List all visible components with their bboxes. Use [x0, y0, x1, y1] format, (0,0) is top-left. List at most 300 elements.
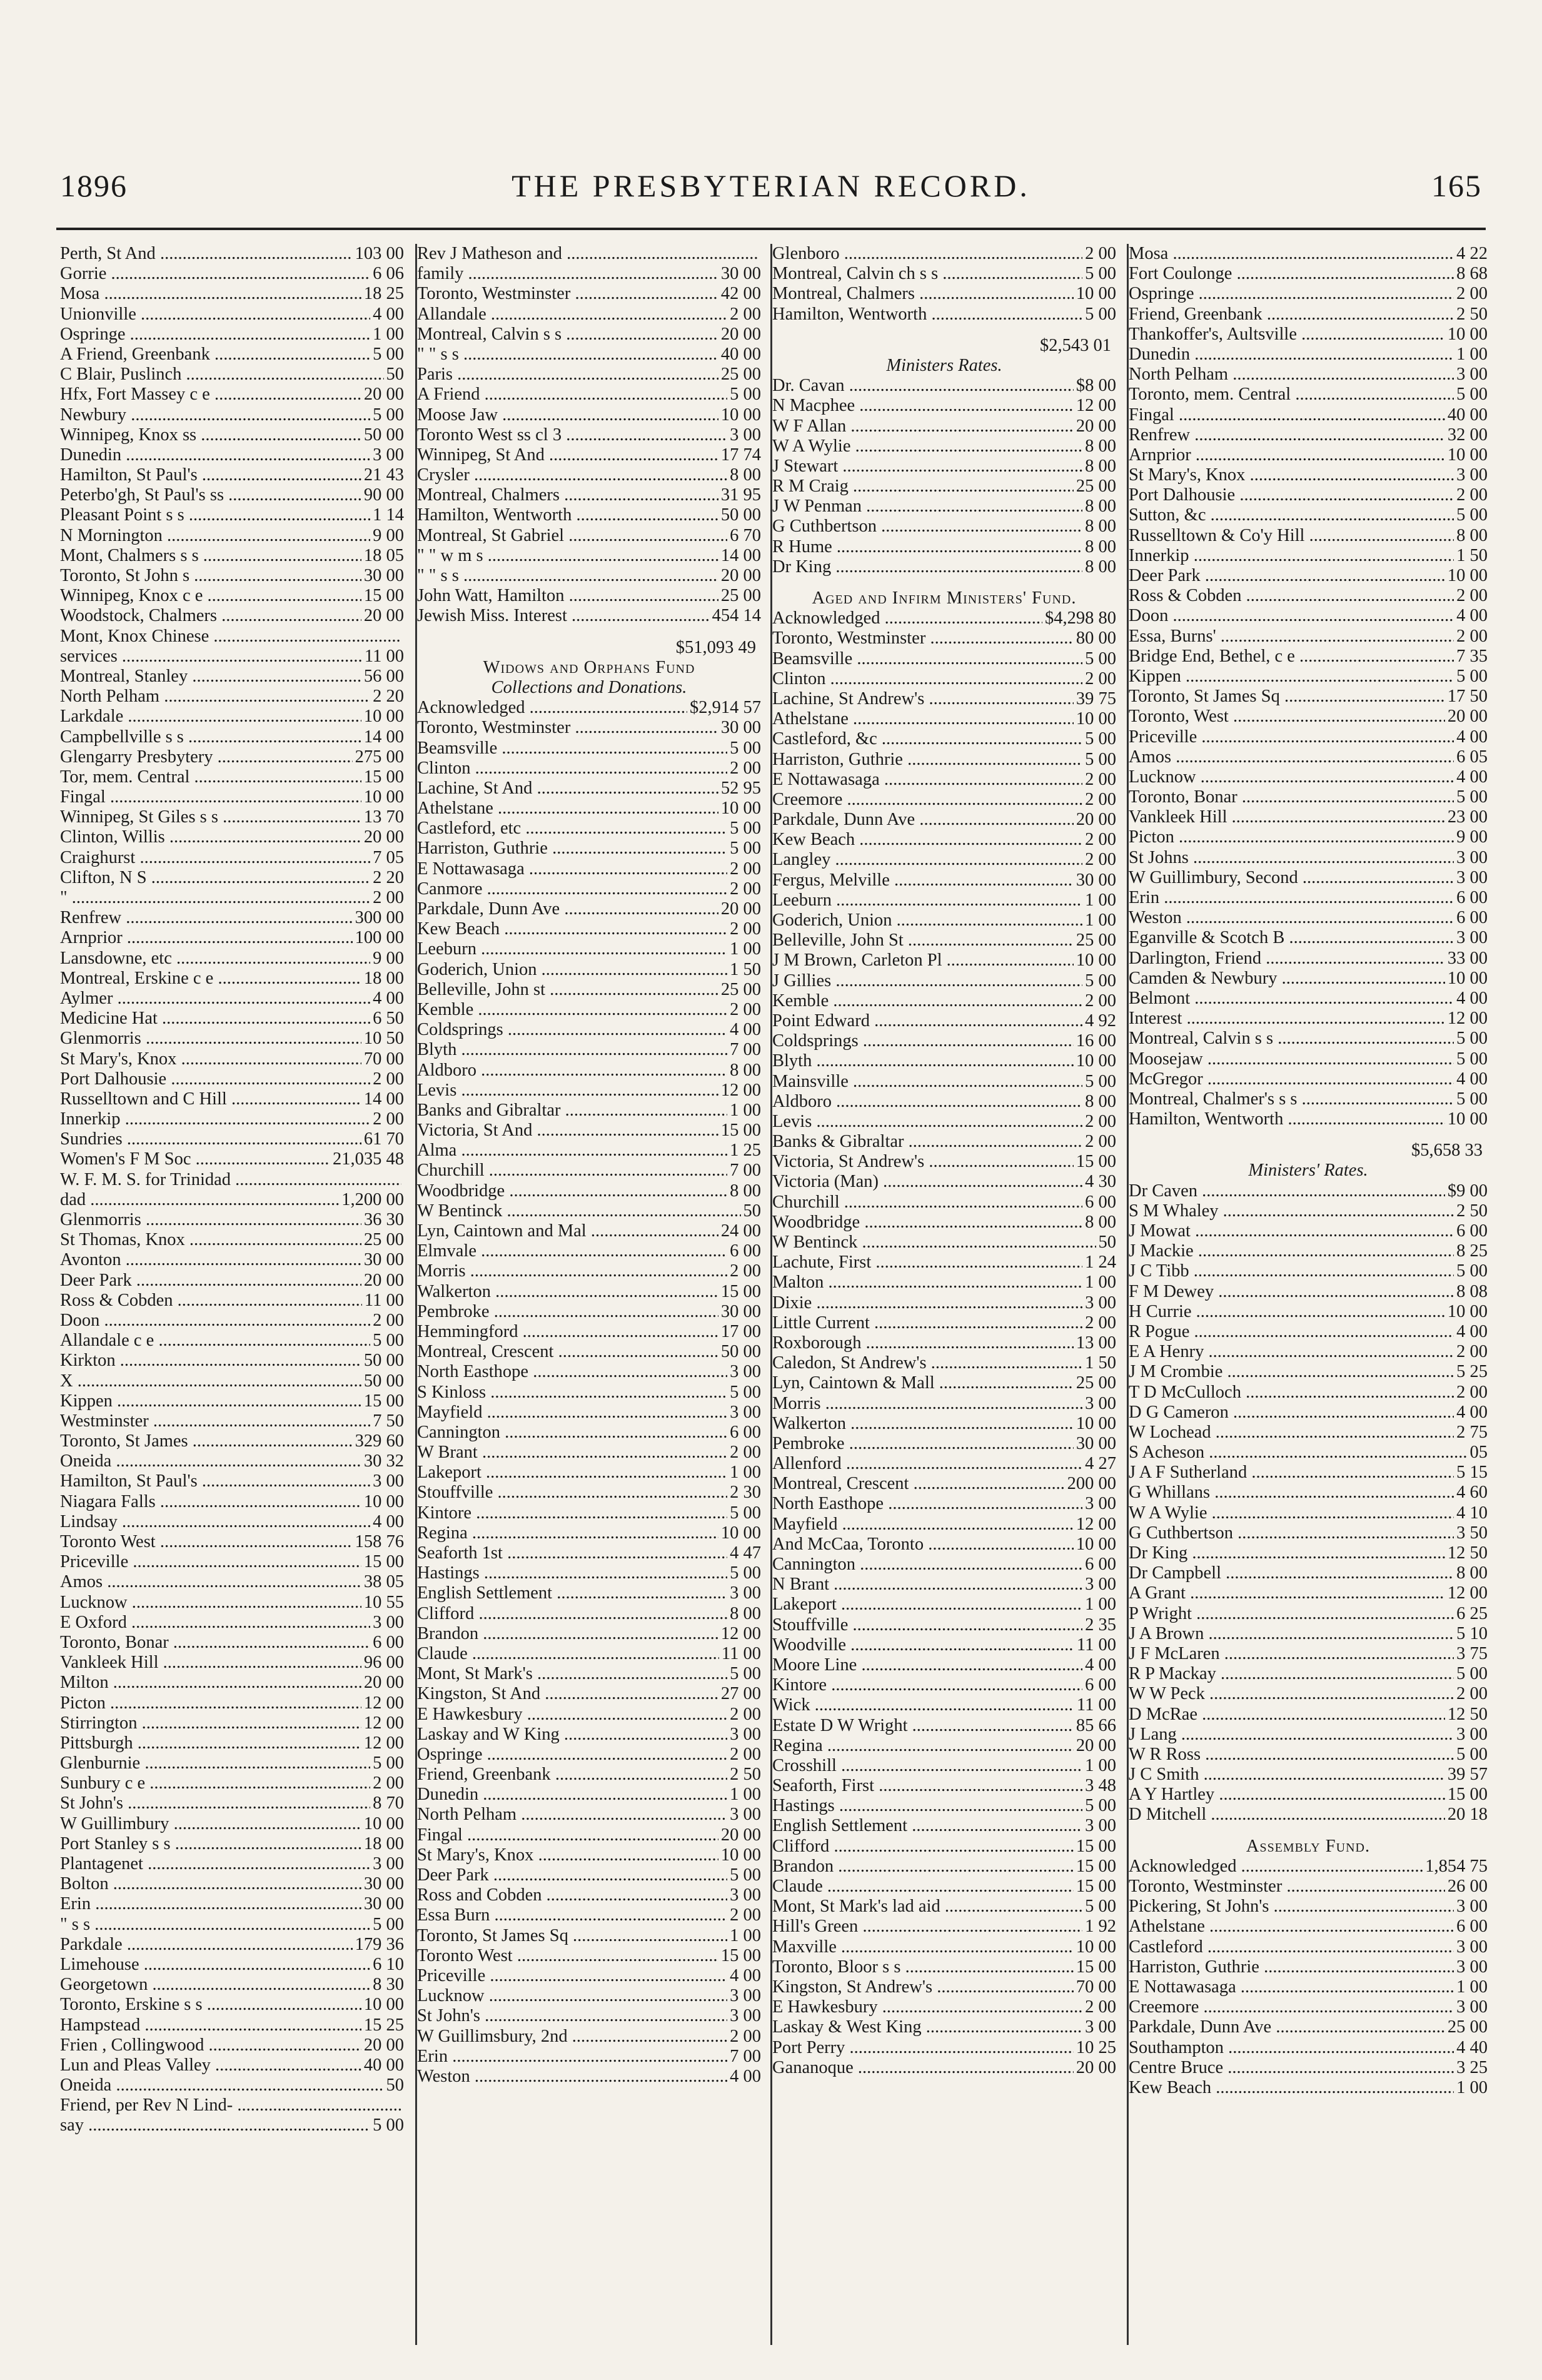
list-item — [772, 1152, 1116, 1172]
list-item — [60, 1613, 404, 1633]
entry-amount: 8 00 — [1085, 497, 1116, 517]
entry-name: Athelstane ..... — [1129, 1917, 1454, 1937]
entry-amount: 50 00 — [363, 425, 404, 445]
entry-name: Winnipeg, Knox c e ..... — [60, 586, 361, 606]
list-item — [772, 1293, 1116, 1313]
list-item — [1129, 647, 1488, 667]
entry-name: Essa, Burns' ..... — [1129, 627, 1454, 647]
list-item — [772, 2038, 1116, 2058]
entry-name: Laskay & West King ..... — [772, 2017, 1082, 2037]
entry-amount: 2 00 — [373, 1109, 404, 1129]
list-item — [1129, 2017, 1488, 2037]
entry-name: Port Dalhousie ..... — [1129, 485, 1454, 505]
entry-name: Essa Burn ..... — [417, 1905, 727, 1925]
entry-name: Vankleek Hill ..... — [60, 1653, 361, 1673]
entry-name: Tor, mem. Central ..... — [60, 767, 361, 787]
list-item — [1129, 1089, 1488, 1109]
list-item — [772, 1675, 1116, 1695]
entry-amount: 5 00 — [1085, 1897, 1116, 1917]
entry-amount: 5 00 — [1085, 729, 1116, 749]
entry-amount: 5 00 — [1456, 1261, 1488, 1281]
entry-amount: 25 00 — [1076, 930, 1116, 950]
list-item — [60, 566, 404, 586]
list-item — [60, 1915, 404, 1935]
entry-name: Frien , Collingwood ..... — [60, 2035, 361, 2055]
list-item — [60, 1009, 404, 1029]
entry-amount: 2 00 — [1085, 991, 1116, 1011]
entry-amount: 5 10 — [1456, 1623, 1488, 1643]
entry-name: S Kinloss ..... — [417, 1383, 727, 1403]
entry-name: Kemble ..... — [417, 1000, 727, 1020]
entry-amount: 15 00 — [1447, 1785, 1488, 1805]
entry-name: G Whillans ..... — [1129, 1483, 1454, 1503]
list-item — [1129, 1857, 1488, 1877]
list-item — [417, 1986, 761, 2006]
list-item — [772, 1011, 1116, 1031]
list-item — [417, 1765, 761, 1785]
entry-name: Lachine, St And ..... — [417, 779, 718, 799]
entry-amount: 9 00 — [373, 525, 404, 545]
entry-name: Mont, Chalmers s s ..... — [60, 546, 361, 566]
entry-name: Pembroke ..... — [417, 1302, 718, 1322]
list-item — [60, 1894, 404, 1914]
list-item — [60, 1230, 404, 1250]
entry-amount: 50 00 — [363, 1351, 404, 1371]
entry-amount: 15 00 — [363, 767, 404, 787]
entry-name: Jewish Miss. Interest ..... — [417, 606, 710, 626]
entry-amount: 10 00 — [1076, 950, 1116, 971]
entry-name: Kingston, St Andrew's ..... — [772, 1977, 1074, 1997]
entry-name: D McRae ..... — [1129, 1705, 1445, 1725]
entry-name: Eganville & Scotch B ..... — [1129, 928, 1454, 948]
entry-name: Mont, St Mark's ..... — [417, 1664, 727, 1684]
list-item — [60, 1109, 404, 1129]
entry-amount: 10 00 — [720, 405, 761, 425]
list-item — [772, 1394, 1116, 1414]
entry-amount: 3 00 — [1456, 928, 1488, 948]
entry-name: W Guillimbury, Second ..... — [1129, 868, 1454, 888]
spacer — [772, 325, 1116, 336]
list-item — [60, 2035, 404, 2055]
entry-name: Doon ..... — [60, 1311, 370, 1331]
entry-amount: 2 00 — [373, 1069, 404, 1089]
entry-name: W Bentinck ..... — [772, 1233, 1096, 1253]
list-item — [417, 1302, 761, 1322]
entry-amount: 2 75 — [1456, 1422, 1488, 1442]
entry-amount: 5 00 — [1085, 971, 1116, 991]
entry-name: Mayfield ..... — [772, 1515, 1074, 1535]
entry-name: Montreal, Chalmer's s s ..... — [1129, 1089, 1454, 1109]
list-item — [1129, 425, 1488, 445]
section-total: $5,658 33 — [1411, 1141, 1483, 1161]
entry-amount: 2 50 — [730, 1765, 761, 1785]
entry-name: Campbellville s s ..... — [60, 727, 361, 747]
list-item — [772, 305, 1116, 325]
entry-amount: 3 25 — [1456, 2057, 1488, 2077]
entry-name: Allandale c e ..... — [60, 1331, 370, 1351]
list-item — [1129, 465, 1488, 485]
list-item — [772, 910, 1116, 930]
list-item — [1129, 546, 1488, 566]
listing-columns — [60, 244, 1486, 2345]
entry-name: St John's ..... — [60, 1793, 370, 1813]
list-item — [417, 1644, 761, 1664]
entry-amount: 3 00 — [373, 1471, 404, 1491]
entry-name: J C Tibb ..... — [1129, 1261, 1454, 1281]
entry-name: Erin ..... — [417, 2047, 727, 2067]
entry-amount: 20 00 — [720, 566, 761, 585]
list-item — [60, 305, 404, 325]
list-item — [772, 1172, 1116, 1192]
entry-name: Russelltown & Co'y Hill ..... — [1129, 526, 1454, 546]
entry-name: Mont, St Mark's lad aid ..... — [772, 1897, 1082, 1917]
list-item — [417, 425, 761, 445]
entry-amount: 20 00 — [1447, 707, 1488, 727]
spacer — [772, 577, 1116, 588]
list-item — [417, 779, 761, 799]
list-item — [1129, 1201, 1488, 1221]
entry-amount: 1 50 — [1456, 545, 1488, 565]
entry-amount: 5 25 — [1456, 1362, 1488, 1382]
list-item — [772, 1494, 1116, 1514]
entry-amount: 7 05 — [373, 847, 404, 867]
entry-amount: 3 00 — [730, 1724, 761, 1744]
entry-amount: 3 00 — [1456, 1997, 1488, 2017]
entry-name: Mayfield ..... — [417, 1403, 727, 1423]
list-item — [417, 1926, 761, 1946]
entry-amount: 15 00 — [363, 1391, 404, 1411]
list-item — [417, 1905, 761, 1925]
list-item — [1129, 385, 1488, 405]
entry-name: N Mornington ..... — [60, 526, 370, 546]
entry-name: " " w m s ..... — [417, 546, 718, 566]
list-item — [417, 1362, 761, 1382]
list-item — [60, 2075, 404, 2095]
entry-amount: 1 00 — [1456, 1977, 1488, 1997]
entry-name: Montreal, Crescent ..... — [772, 1474, 1065, 1494]
entry-amount: 2 50 — [1456, 304, 1488, 324]
entry-amount: 1 00 — [730, 1785, 761, 1805]
entry-amount: 85 66 — [1076, 1715, 1116, 1735]
list-item — [772, 689, 1116, 709]
entry-name: Glengarry Presbytery ..... — [60, 747, 353, 767]
entry-name: Amos ..... — [1129, 747, 1454, 767]
entry-name: Kirkton ..... — [60, 1351, 361, 1371]
entry-name: " ..... — [60, 888, 370, 908]
list-item — [60, 385, 404, 405]
entry-name: Mosa ..... — [1129, 244, 1454, 264]
section-subheading: Ministers' Rates. — [1248, 1161, 1368, 1181]
entry-name: Montreal, Calvin s s ..... — [417, 325, 718, 345]
entry-amount: 8 00 — [1085, 517, 1116, 537]
list-item — [60, 325, 404, 345]
list-item — [772, 1434, 1116, 1454]
entry-amount: 5 00 — [730, 385, 761, 405]
entry-amount: 36 30 — [363, 1210, 404, 1229]
section-heading: Aged and Infirm Ministers' Fund. — [812, 588, 1077, 608]
entry-name: Lyn, Caintown and Mal ..... — [417, 1221, 718, 1241]
entry-amount: 30 00 — [1076, 870, 1116, 890]
list-item — [772, 1051, 1116, 1071]
entry-name: Montreal, Erskine c e ..... — [60, 969, 361, 989]
list-item — [417, 1563, 761, 1583]
entry-amount: 4 00 — [373, 1511, 404, 1531]
entry-amount: 300 00 — [355, 908, 404, 928]
entry-name: English Settlement ..... — [417, 1583, 727, 1603]
entry-name: Lucknow ..... — [1129, 767, 1454, 787]
list-item — [772, 1756, 1116, 1776]
entry-amount: 14 00 — [363, 727, 404, 747]
list-item — [60, 1471, 404, 1491]
list-item — [772, 709, 1116, 729]
entry-name: Kew Beach ..... — [1129, 2078, 1454, 2098]
entry-amount: 3 00 — [1456, 1897, 1488, 1917]
list-item — [772, 1595, 1116, 1615]
column-3 — [770, 244, 1116, 2345]
list-item — [772, 1373, 1116, 1393]
entry-amount: 8 30 — [373, 1975, 404, 1995]
entry-amount: 11 00 — [364, 1290, 404, 1310]
list-item — [60, 1995, 404, 2015]
entry-name: Morris ..... — [772, 1394, 1082, 1414]
entry-amount: 5 00 — [1456, 1744, 1488, 1764]
list-item — [60, 445, 404, 465]
entry-amount: 4 00 — [730, 1020, 761, 1040]
entry-amount: 1,200 00 — [341, 1189, 404, 1209]
list-item — [417, 485, 761, 505]
list-item — [417, 1865, 761, 1885]
entry-amount: 3 48 — [1085, 1776, 1116, 1796]
list-item — [60, 264, 404, 284]
entry-name: Clifford ..... — [772, 1837, 1074, 1857]
entry-name: Hamilton, Wentworth ..... — [1129, 1109, 1445, 1129]
entry-amount — [401, 627, 404, 647]
entry-name: Blyth ..... — [417, 1040, 727, 1060]
entry-amount: 5 00 — [1085, 1796, 1116, 1816]
entry-amount: 8 00 — [730, 1603, 761, 1623]
list-item — [1129, 1009, 1488, 1029]
entry-name: Toronto, Westminster ..... — [772, 628, 1074, 648]
entry-name: Plantagenet ..... — [60, 1854, 370, 1874]
list-item — [772, 396, 1116, 416]
list-item — [60, 1029, 404, 1049]
entry-amount: 20 00 — [363, 1673, 404, 1693]
entry-amount: 70 00 — [363, 1049, 404, 1069]
entry-name: Dr King ..... — [772, 557, 1082, 577]
entry-amount: 2 00 — [373, 888, 404, 907]
list-item — [417, 546, 761, 566]
entry-amount: 3 00 — [730, 1402, 761, 1422]
list-item — [1129, 989, 1488, 1009]
list-item — [60, 647, 404, 667]
entry-name: Unionville ..... — [60, 305, 370, 325]
entry-amount: 1 92 — [1085, 1917, 1116, 1937]
entry-name: R Hume ..... — [772, 537, 1082, 557]
entry-amount: 15 00 — [720, 1945, 761, 1965]
entry-name: Camden & Newbury ..... — [1129, 969, 1445, 989]
entry-name: Dr Campbell ..... — [1129, 1563, 1454, 1583]
list-item — [417, 960, 761, 980]
list-item — [1129, 1705, 1488, 1725]
entry-name: S Acheson ..... — [1129, 1443, 1468, 1463]
entry-name: Glenboro ..... — [772, 244, 1082, 264]
page-number: 165 — [1431, 168, 1482, 203]
list-item — [772, 750, 1116, 770]
list-item — [60, 1653, 404, 1673]
entry-amount: 3 00 — [1456, 867, 1488, 887]
entry-amount: 15 00 — [363, 1552, 404, 1572]
entry-name: Renfrew ..... — [1129, 425, 1445, 445]
entry-name: R Pogue ..... — [1129, 1322, 1454, 1342]
entry-amount: 6 06 — [373, 264, 404, 284]
entry-name: Ross & Cobden ..... — [60, 1291, 362, 1311]
list-item — [60, 1773, 404, 1793]
list-item — [772, 1353, 1116, 1373]
list-item — [1129, 1785, 1488, 1805]
list-item — [60, 1089, 404, 1109]
list-item — [60, 868, 404, 888]
entry-amount: 15 00 — [363, 586, 404, 606]
entry-name: Women's F M Soc ..... — [60, 1149, 330, 1169]
entry-name: Allenford ..... — [772, 1454, 1082, 1474]
entry-amount: 32 00 — [1447, 425, 1488, 445]
entry-name: Winnipeg, St Giles s s ..... — [60, 807, 361, 827]
entry-name: Port Perry ..... — [772, 2038, 1074, 2058]
entry-name: Dr Caven ..... — [1129, 1181, 1445, 1201]
list-item — [1129, 747, 1488, 767]
entry-name: Caledon, St Andrew's ..... — [772, 1353, 1082, 1373]
list-item — [1129, 1917, 1488, 1937]
entry-name: Seaforth 1st ..... — [417, 1543, 727, 1563]
entry-amount: 6 00 — [1456, 908, 1488, 928]
list-item — [772, 1837, 1116, 1857]
entry-amount: 5 00 — [373, 2115, 404, 2135]
entry-amount: 05 — [1469, 1443, 1488, 1463]
entry-name: E Nottawasaga ..... — [1129, 1977, 1454, 1997]
entry-name: Toronto West ss cl 3 ..... — [417, 425, 727, 445]
entry-amount: 50 — [386, 2075, 404, 2095]
section-heading: Assembly Fund. — [1246, 1836, 1371, 1856]
entry-name: Banks & Gibraltar ..... — [772, 1132, 1082, 1152]
list-item — [60, 627, 404, 647]
list-item — [60, 1874, 404, 1894]
list-item — [417, 980, 761, 1000]
entry-amount: 30 00 — [720, 718, 761, 738]
list-item — [1129, 526, 1488, 546]
list-item — [772, 1313, 1116, 1333]
entry-amount: 6 70 — [730, 525, 761, 545]
entry-amount: 7 00 — [730, 1161, 761, 1181]
entry-amount: 5 00 — [1456, 385, 1488, 405]
entry-amount: 5 00 — [373, 1753, 404, 1773]
entry-amount: 6 00 — [1085, 1555, 1116, 1574]
entry-name: Morris ..... — [417, 1261, 727, 1281]
list-item — [772, 1716, 1116, 1736]
entry-amount: $2,914 57 — [690, 698, 761, 718]
entry-name: Perth, St And ..... — [60, 244, 353, 264]
entry-amount: 20 00 — [1076, 416, 1116, 436]
entry-amount: 2 00 — [730, 919, 761, 939]
entry-amount: 1 00 — [730, 939, 761, 959]
entry-amount: 10 00 — [1447, 445, 1488, 465]
list-item — [1129, 707, 1488, 727]
list-item — [60, 989, 404, 1009]
list-item — [417, 606, 761, 626]
entry-amount: 15 25 — [363, 2015, 404, 2035]
entry-name: Toronto, Erskine s s ..... — [60, 1995, 361, 2015]
list-item — [1129, 928, 1488, 948]
entry-amount: 20 00 — [720, 1825, 761, 1845]
list-item — [417, 1624, 761, 1644]
entry-amount: 40 00 — [1447, 405, 1488, 425]
entry-name: Sunbury c e ..... — [60, 1773, 370, 1793]
list-item — [1129, 1241, 1488, 1261]
list-item — [772, 1193, 1116, 1213]
list-item — [417, 1322, 761, 1342]
list-item — [60, 1633, 404, 1653]
entry-amount: 21,035 48 — [333, 1149, 404, 1169]
entry-amount: 2 00 — [730, 304, 761, 324]
entry-amount: 5 00 — [730, 738, 761, 758]
list-item — [60, 1291, 404, 1311]
list-item — [1129, 807, 1488, 827]
entry-name: Montreal, Chalmers ..... — [417, 485, 718, 505]
entry-name: J C Smith ..... — [1129, 1765, 1445, 1785]
entry-amount: 50 — [743, 1201, 761, 1221]
entry-name: Regina ..... — [417, 1523, 718, 1543]
list-item — [60, 244, 404, 264]
entry-amount: 20 00 — [363, 606, 404, 626]
list-item — [1129, 1523, 1488, 1543]
entry-amount: 50 00 — [720, 505, 761, 525]
list-item — [772, 1917, 1116, 1937]
entry-name: C Blair, Puslinch ..... — [60, 365, 384, 385]
entry-amount: 5 00 — [1085, 648, 1116, 668]
list-item — [772, 376, 1116, 396]
entry-amount: 5 00 — [1456, 505, 1488, 525]
list-item — [1129, 667, 1488, 687]
entry-name: St Johns ..... — [1129, 848, 1454, 868]
list-item — [772, 244, 1116, 264]
entry-name: Ospringe ..... — [417, 1745, 727, 1765]
list-item — [60, 1371, 404, 1391]
entry-name: G Cuthbertson ..... — [1129, 1523, 1454, 1543]
entry-amount: 11 00 — [721, 1643, 761, 1663]
list-item — [772, 517, 1116, 537]
entry-amount: 10 00 — [1447, 968, 1488, 988]
entry-amount: 17 50 — [1447, 687, 1488, 707]
entry-name: J A Brown ..... — [1129, 1624, 1454, 1644]
list-item — [772, 830, 1116, 850]
list-item — [60, 949, 404, 969]
list-item — [60, 1814, 404, 1834]
entry-name: Regina ..... — [772, 1736, 1074, 1756]
entry-amount: 1,854 75 — [1425, 1856, 1488, 1876]
entry-amount: 15 00 — [1076, 1836, 1116, 1856]
entry-name: Levis ..... — [772, 1112, 1082, 1132]
entry-amount: 10 50 — [363, 1029, 404, 1049]
entry-name: Toronto, Bloor s s ..... — [772, 1957, 1074, 1977]
list-item — [772, 608, 1116, 628]
entry-name: Hastings ..... — [417, 1563, 727, 1583]
list-item — [60, 1411, 404, 1431]
list-item — [772, 477, 1116, 497]
entry-name: Moose Jaw ..... — [417, 405, 718, 425]
entry-name: Lakeport ..... — [417, 1463, 727, 1483]
list-item — [772, 930, 1116, 950]
entry-name: Limehouse ..... — [60, 1955, 370, 1975]
entry-name: St John's ..... — [417, 2006, 727, 2026]
